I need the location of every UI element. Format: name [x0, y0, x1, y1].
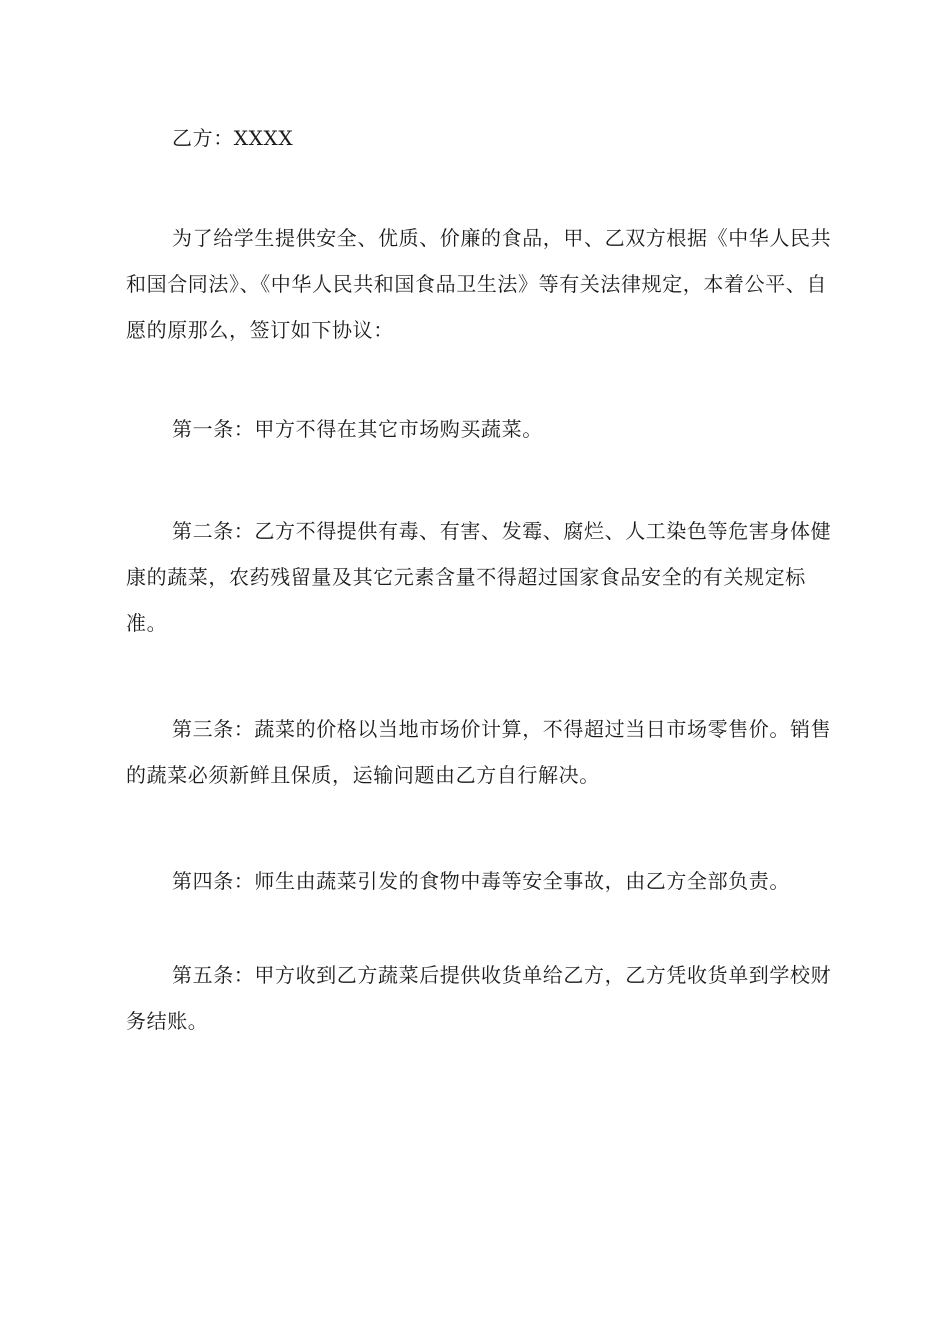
article-1: 第一条：甲方不得在其它市场购买蔬菜。	[172, 417, 543, 441]
article-2: 第二条：乙方不得提供有毒、有害、发霉、腐烂、人工染色等危害身体健康的蔬菜，农药残留量及其它元素含量不得超过国家食品安全的有关规定标准。	[126, 519, 832, 635]
party-b-line: 乙方：XXXX	[172, 126, 294, 150]
article-4: 第四条：师生由蔬菜引发的食物中毒等安全事故，由乙方全部负责。	[172, 869, 790, 893]
intro-paragraph: 为了给学生提供安全、优质、价廉的食品，甲、乙双方根据《中华人民共和国合同法》、《中华人民共和国食品卫生法》等有关法律规定，本着公平、自愿的原那么，签订如下协议：	[126, 226, 832, 342]
article-5: 第五条：甲方收到乙方蔬菜后提供收货单给乙方，乙方凭收货单到学校财务结账。	[126, 963, 832, 1033]
article-3: 第三条：蔬菜的价格以当地市场价计算，不得超过当日市场零售价。销售的蔬菜必须新鲜且保质，运输问题由乙方自行解决。	[126, 717, 832, 787]
